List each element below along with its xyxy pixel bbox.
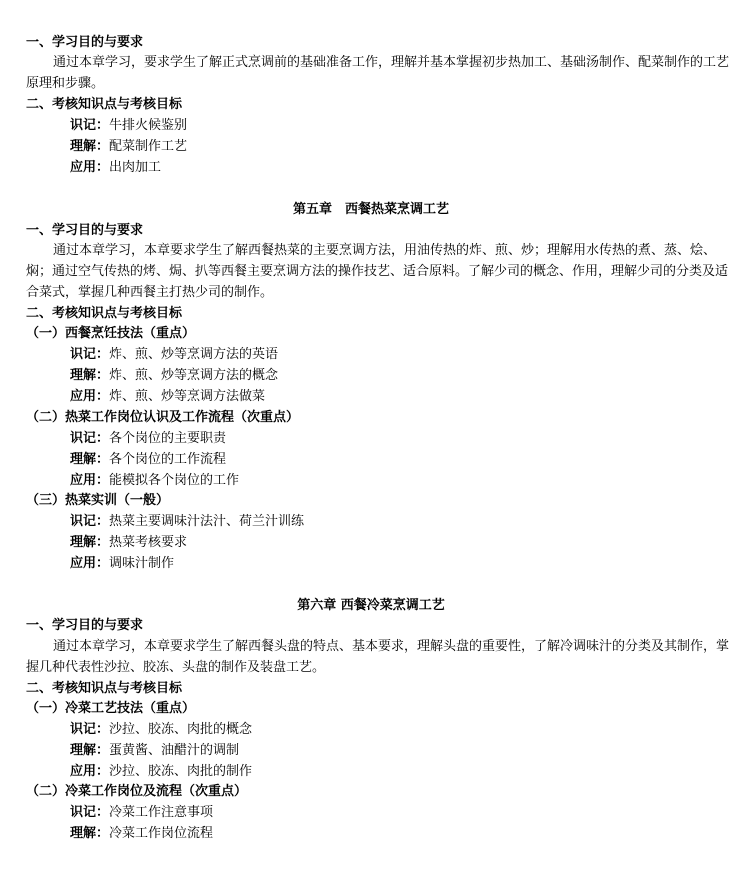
chapter-title: 第五章 西餐热菜烹调工艺 [292, 202, 449, 217]
subsection-heading: （二）冷菜工作岗位及流程（次重点） [26, 784, 248, 799]
chapter-title: 第六章 西餐冷菜烹调工艺 [297, 598, 445, 613]
section-heading: 二、考核知识点与考核目标 [26, 97, 183, 112]
list-item: 理解：蛋黄酱、油醋汁的调制 [70, 743, 240, 758]
list-item: 识记：炸、煎、炒等烹调方法的英语 [70, 347, 279, 362]
list-item: 应用：出肉加工 [70, 160, 162, 175]
list-item: 理解：各个岗位的工作流程 [70, 452, 227, 467]
list-item: 理解：热菜考核要求 [70, 535, 188, 550]
list-item: 理解：冷菜工作岗位流程 [70, 826, 214, 841]
paragraph: 通过本章学习，要求学生了解正式烹调前的基础准备工作，理解并基本掌握初步热加工、基础汤制作、配菜制作的工艺原理和步骤。 [26, 55, 730, 91]
subsection-heading: （一）西餐烹饪技法（重点） [26, 326, 196, 341]
section-heading: 二、考核知识点与考核目标 [26, 681, 183, 696]
list-item: 识记：牛排火候鉴别 [70, 118, 188, 133]
list-item: 识记：冷菜工作注意事项 [70, 805, 214, 820]
section-heading: 一、学习目的与要求 [26, 35, 144, 50]
list-item: 识记：沙拉、胶冻、肉批的概念 [70, 722, 253, 737]
subsection-heading: （二）热菜工作岗位认识及工作流程（次重点） [26, 410, 300, 425]
list-item: 理解：配菜制作工艺 [70, 139, 188, 154]
section-heading: 一、学习目的与要求 [26, 223, 144, 238]
subsection-heading: （三）热菜实训（一般） [26, 493, 170, 508]
subsection-heading: （一）冷菜工艺技法（重点） [26, 701, 196, 716]
list-item: 应用：沙拉、胶冻、肉批的制作 [70, 764, 253, 779]
list-item: 识记：热菜主要调味汁法汁、荷兰汁训练 [70, 514, 305, 529]
section-heading: 二、考核知识点与考核目标 [26, 306, 183, 321]
list-item: 应用：能模拟各个岗位的工作 [70, 473, 240, 488]
section-heading: 一、学习目的与要求 [26, 618, 144, 633]
paragraph: 通过本章学习，本章要求学生了解西餐头盘的特点、基本要求，理解头盘的重要性，了解冷调味汁的分类及其制作，掌握几种代表性沙拉、胶冻、头盘的制作及装盘工艺。 [26, 639, 730, 675]
list-item: 理解：炸、煎、炒等烹调方法的概念 [70, 368, 279, 383]
list-item: 应用：炸、煎、炒等烹调方法做菜 [70, 389, 266, 404]
paragraph: 通过本章学习，本章要求学生了解西餐热菜的主要烹调方法，用油传热的炸、煎、炒；理解用水传热的煮、蒸、烩、焖；通过空气传热的烤、焗、扒等西餐主要烹调方法的操作技艺、适合原料。了解少司的概念、作用，理解少司的分类及适合菜式，掌握几种西餐主打热少司的制作。 [26, 243, 729, 300]
list-item: 应用：调味汁制作 [70, 556, 175, 571]
list-item: 识记：各个岗位的主要职责 [70, 431, 227, 446]
